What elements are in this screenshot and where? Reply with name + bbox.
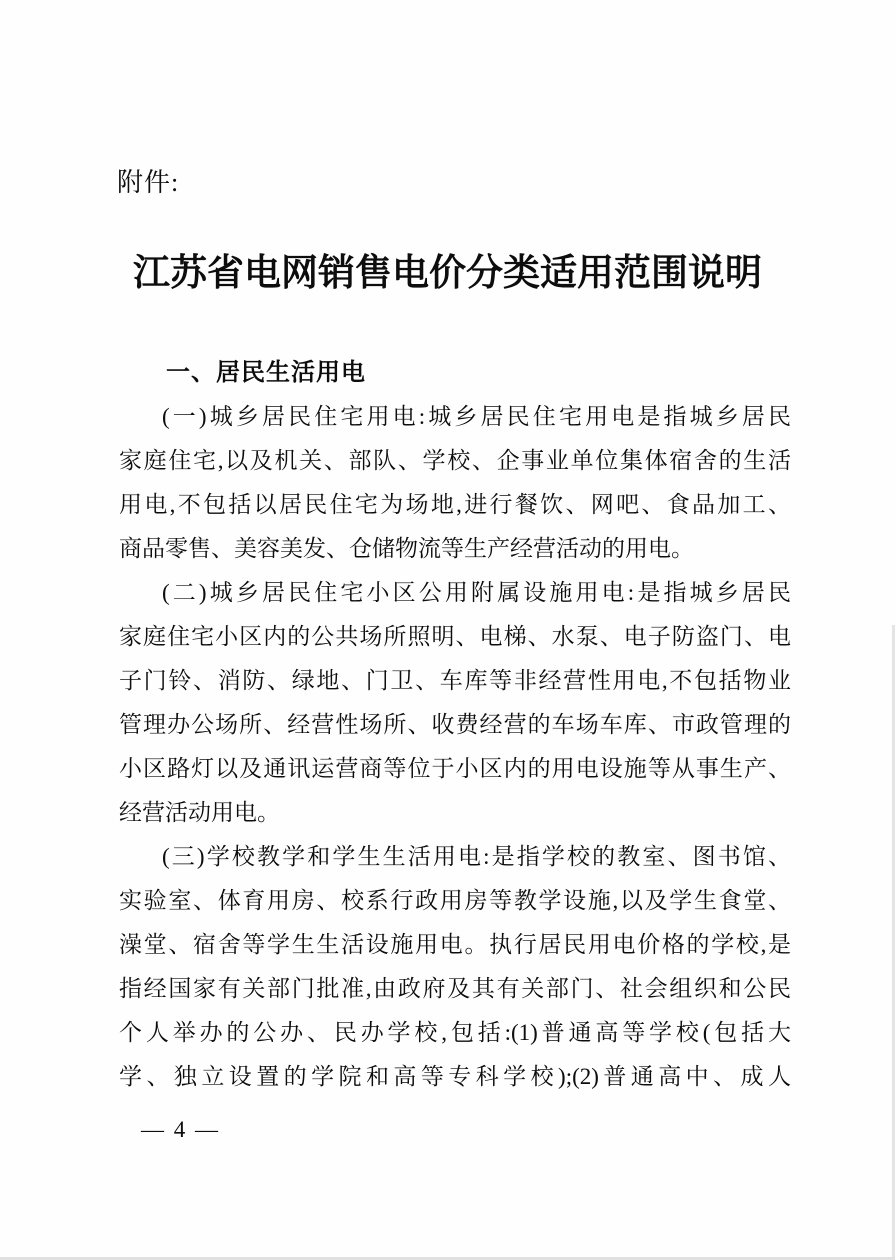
paragraph: [119, 835, 791, 1099]
text-line: 家庭住宅,以及机关、部队、学校、企事业单位集体宿舍的生活: [119, 448, 791, 473]
text-line: 家庭住宅小区内的公共场所照明、电梯、水泵、电子防盗门、电: [119, 624, 791, 649]
paragraph: [119, 571, 791, 835]
text-line: 商品零售、美容美发、仓储物流等生产经营活动的用电。: [119, 536, 694, 561]
document-title: 江苏省电网销售电价分类适用范围说明: [133, 253, 762, 294]
attachment-label: 附件:: [117, 168, 180, 197]
text-line: 小区路灯以及通讯运营商等位于小区内的用电设施等从事生产、: [119, 756, 791, 781]
text-line: 经营活动用电。: [119, 800, 280, 825]
text-line: 子门铃、消防、绿地、门卫、车库等非经营性用电,不包括物业: [119, 668, 791, 693]
text-line: 用电,不包括以居民住宅为场地,进行餐饮、网吧、食品加工、: [119, 492, 791, 517]
text-line: (一)城乡居民住宅用电:城乡居民住宅用电是指城乡居民: [162, 404, 791, 429]
text-line: 学、独立设置的学院和高等专科学校);(2)普通高中、成人: [119, 1064, 791, 1089]
text-line: (二)城乡居民住宅小区公用附属设施用电:是指城乡居民: [162, 580, 791, 605]
text-line: 澡堂、宿舍等学生生活设施用电。执行居民用电价格的学校,是: [119, 932, 791, 957]
document-body: [119, 351, 791, 1099]
text-line: 实验室、体育用房、校系行政用房等教学设施,以及学生食堂、: [119, 888, 791, 913]
text-line: (三)学校教学和学生生活用电:是指学校的教室、图书馆、: [162, 844, 791, 869]
text-line: 指经国家有关部门批准,由政府及其有关部门、社会组织和公民: [119, 976, 791, 1001]
paragraphs: [119, 395, 791, 1099]
section-heading: 一、居民生活用电: [166, 359, 366, 386]
page-number: — 4 —: [141, 1117, 220, 1142]
paragraph: [119, 395, 791, 571]
text-line: 管理办公场所、经营性场所、收费经营的车场车库、市政管理的: [119, 712, 791, 737]
text-line: 个人举办的公办、民办学校,包括:(1)普通高等学校(包括大: [119, 1020, 791, 1045]
